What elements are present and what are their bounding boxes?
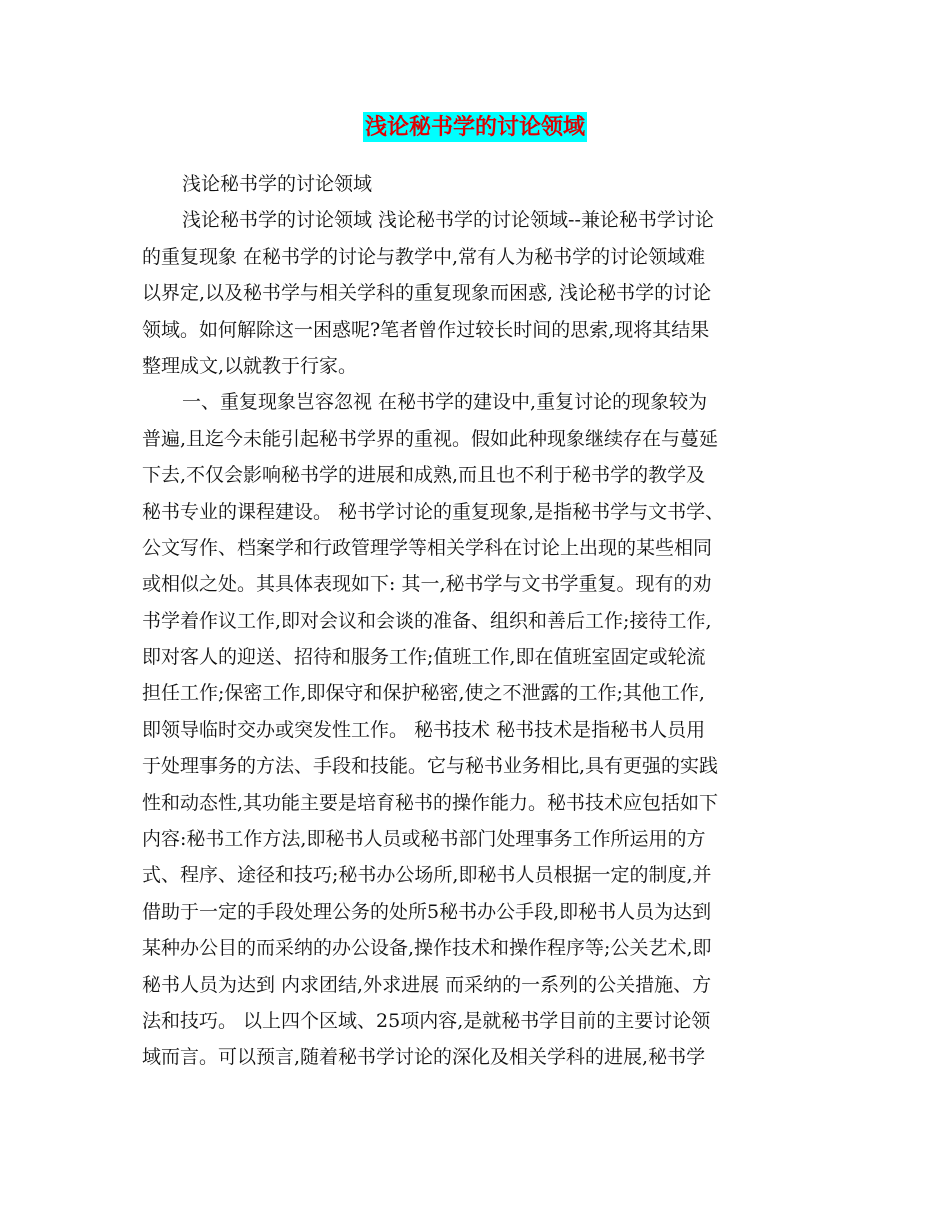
body-line: 以界定,以及秘书学与相关学科的重复现象而困惑, 浅论秘书学的讨论 [142, 282, 712, 305]
body-line: 式、程序、途径和技巧;秘书办公场所,即秘书人员根据一定的制度,并 [142, 864, 712, 887]
body-line: 浅论秘书学的讨论领域 浅论秘书学的讨论领域--兼论秘书学讨论 [182, 209, 714, 232]
body-line: 下去,不仅会影响秘书学的进展和成熟,而且也不利于秘书学的教学及 [142, 464, 706, 487]
body-line: 某种办公目的而采纳的办公设备,操作技术和操作程序等;公关艺术,即 [142, 937, 712, 960]
body-line: 即对客人的迎送、招待和服务工作;值班工作,即在值班室固定或轮流 [142, 646, 706, 669]
body-line: 秘书专业的课程建设。 秘书学讨论的重复现象,是指秘书学与文书学、 [142, 500, 725, 523]
body-line: 书学着作议工作,即对会议和会谈的准备、组织和善后工作;接待工作, [142, 609, 712, 632]
body-line: 即领导临时交办或突发性工作。 秘书技术 秘书技术是指秘书人员用 [142, 718, 706, 741]
body-line: 或相似之处。其具体表现如下: 其一,秘书学与文书学重复。现有的劝 [142, 573, 712, 596]
body-line: 的重复现象 在秘书学的讨论与教学中,常有人为秘书学的讨论领域难 [142, 245, 706, 268]
body-line: 浅论秘书学的讨论领域 [182, 173, 373, 195]
body-line: 于处理事务的方法、手段和技能。它与秘书业务相比,具有更强的实践 [142, 755, 719, 778]
body-line: 普遍,且迄今未能引起秘书学界的重视。假如此种现象继续存在与蔓延 [142, 427, 719, 450]
document-title: 浅论秘书学的讨论领域 [364, 114, 585, 140]
body-line: 公文写作、档案学和行政管理学等相关学科在讨论上出现的某些相同 [142, 536, 713, 559]
body-line: 域而言。可以预言,随着秘书学讨论的深化及相关学科的进展,秘书学 [142, 1046, 706, 1069]
body-line: 领域。如何解除这一困惑呢?笔者曾作过较长时间的思索,现将其结果 [142, 318, 710, 341]
body-line: 秘书人员为达到 内求团结,外求进展 而采纳的一系列的公关措施、方 [142, 973, 712, 996]
body-line: 内容:秘书工作方法,即秘书人员或秘书部门处理事务工作所运用的方 [142, 828, 706, 851]
body-line: 性和动态性,其功能主要是培育秘书的操作能力。秘书技术应包括如下 [142, 791, 719, 814]
body-line: 整理成文,以就教于行家。 [142, 354, 358, 377]
title-container [0, 112, 950, 142]
body-line: 担任工作;保密工作,即保守和保护秘密,使之不泄露的工作;其他工作, [142, 682, 705, 705]
body-line: 借助于一定的手段处理公务的处所5秘书办公手段,即秘书人员为达到 [142, 900, 712, 923]
body-line: 法和技巧。 以上四个区域、25项内容,是就秘书学目前的主要讨论领 [142, 1009, 711, 1032]
body-line: 一、重复现象岂容忽视 在秘书学的建设中,重复讨论的现象较为 [182, 391, 708, 414]
document-body [142, 166, 808, 1076]
